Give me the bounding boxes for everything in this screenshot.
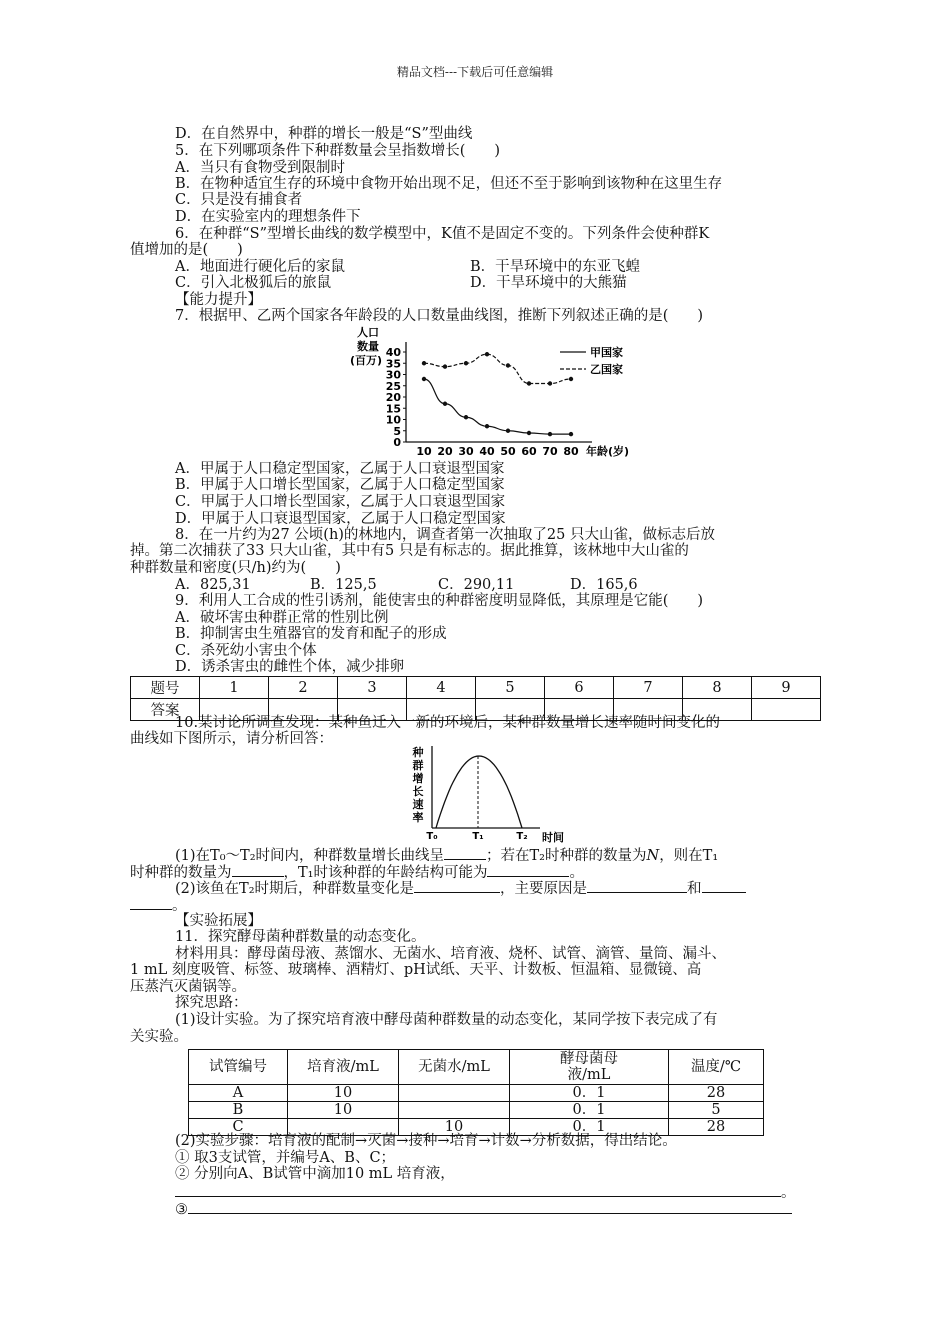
x-tick-label: T₁ (472, 831, 484, 842)
y-tick-label: 40 (385, 346, 401, 359)
q10-part1-text-b: ；若在T₂时种群的数量为 (486, 848, 647, 864)
y-axis-label: 长 (412, 785, 424, 798)
q10-part2-text-b: ，主要原因是 (500, 881, 588, 897)
q6-option-b: B．干旱环境中的东亚飞蝗 (470, 259, 641, 275)
table-cell: 10 (288, 1085, 399, 1102)
q10-part1-text-d: 时种群的数量为 (130, 865, 232, 881)
q10-part1-text-c: ，则在T₁ (659, 848, 719, 864)
series-yi-point (422, 361, 426, 365)
table-cell: 0．1 (510, 1102, 669, 1119)
y-axis-label: 群 (412, 759, 424, 772)
q11-step2-item2: ② 分别向A、B试管中滴加10 mL 培育液， (175, 1166, 455, 1182)
y-tick-label: 35 (385, 357, 401, 371)
series-yi-point (443, 364, 447, 368)
q8-stem-line2: 掉。第二次捕获了33 只大山雀，其中有5 只是有标志的。据此推算，该林地中大山雀的 (130, 543, 689, 559)
experiment-table-header (189, 1050, 764, 1085)
table-cell: 28 (669, 1119, 764, 1136)
q4-option-d: D．在自然界中，种群的增长一般是“S”型曲线 (175, 126, 473, 142)
q10-blank-reason-1[interactable] (587, 879, 687, 893)
x-axis-label: 时间 (542, 831, 564, 844)
q5-option-c: C．只是没有捕食者 (175, 192, 303, 208)
header-yeast-stock-l2: 液/mL (567, 1067, 611, 1083)
y-axis-label: 种 (412, 746, 424, 759)
q10-blank-change[interactable] (414, 879, 500, 893)
q8-option-c: C．290,11 (438, 577, 515, 593)
series-jia-point (569, 432, 573, 436)
q10-part2-text-d: 。 (172, 898, 187, 914)
experiment-table-row (189, 1102, 764, 1119)
header-yeast-stock-l1: 酵母菌母 (560, 1051, 618, 1067)
table-cell: C (189, 1119, 288, 1136)
table-cell: 0．1 (510, 1119, 669, 1136)
q9-option-b: B．抑制害虫生殖器官的发育和配子的形成 (175, 626, 447, 642)
answer-table-cell: 7 (614, 677, 683, 699)
q6-option-d: D．干旱环境中的大熊猫 (470, 275, 627, 291)
q9-stem: 9．利用人工合成的性引诱剂，能使害虫的种群密度明显降低，其原理是它能( ) (175, 593, 704, 609)
series-jia-point (506, 429, 510, 433)
table-cell (399, 1085, 510, 1102)
q10-part1-text-e: ，T₁时该种群的年龄结构可能为 (283, 865, 488, 881)
table-cell: 28 (669, 1085, 764, 1102)
y-axis-label: 率 (412, 811, 424, 824)
y-tick-label: 15 (385, 402, 401, 416)
q11-blank-step2[interactable] (175, 1183, 781, 1197)
q11-blank-step3[interactable] (188, 1200, 792, 1214)
q10-blank-curve-type[interactable] (444, 846, 486, 860)
q10-blank-t1-number[interactable] (232, 863, 284, 877)
table-cell: 5 (669, 1102, 764, 1119)
q5-option-d: D．在实验室内的理想条件下 (175, 209, 361, 225)
x-axis-label: 年龄(岁) (586, 445, 630, 458)
q10-part1-text-f: 。 (569, 865, 584, 881)
q6-option-c: C．引入北极狐后的旅鼠 (175, 275, 332, 291)
q8-option-b: B．125,5 (310, 577, 377, 593)
q11-idea-label: 探究思路： (175, 995, 248, 1011)
q11-step1-line2: 关实验。 (130, 1029, 188, 1045)
x-tick-label: 60 (521, 445, 537, 458)
series-jia-point (422, 377, 426, 381)
header-culture-medium: 培育液/mL (288, 1050, 399, 1085)
q7-stem: 7．根据甲、乙两个国家各年龄段的人口数量曲线图，推断下列叙述正确的是( ) (175, 308, 704, 324)
q10-stem-line1: 10.某讨论所调查发现：某种鱼迁入一新的环境后，某种群数量增长速率随时间变化的 (175, 715, 721, 731)
table-cell: 10 (399, 1119, 510, 1136)
q8-stem-line1: 8．在一片约为27 公顷(h)的林地内，调查者第一次抽取了25 只大山雀，做标志后放 (175, 527, 715, 543)
legend-jia-label: 甲国家 (590, 346, 623, 359)
growth-rate-chart (408, 744, 578, 846)
answer-table-cell: 8 (683, 677, 752, 699)
table-cell: B (189, 1102, 288, 1119)
answer-table-number-row (131, 677, 821, 699)
series-jia-point (485, 424, 489, 428)
section-ability: 【能力提升】 (175, 292, 262, 308)
y-tick-label: 0 (393, 436, 401, 449)
y-tick-label: 30 (385, 368, 401, 382)
q10-blank-reason-2a[interactable] (702, 879, 746, 893)
series-yi-point (569, 377, 573, 381)
q11-materials-line1: 材料用具：酵母菌母液、蒸馏水、无菌水、培育液、烧杯、试管、滴管、量筒、漏斗、 (175, 946, 726, 962)
series-yi-line (424, 354, 571, 383)
q5-stem: 5．在下列哪项条件下种群数量会呈指数增长( ) (175, 143, 501, 159)
q11-title: 11．探究酵母菌种群数量的动态变化。 (175, 929, 426, 945)
answer-table-label-number: 题号 (131, 677, 200, 699)
y-tick-label: 25 (385, 379, 401, 393)
q11-step2-end: 。 (781, 1185, 796, 1201)
x-tick-label: 40 (479, 445, 495, 458)
q9-option-c: C．杀死幼小害虫个体 (175, 643, 317, 659)
q11-step2-text: (2)实验步骤：培育液的配制→灭菌→接种→培育→计数→分析数据，得出结论。 (175, 1133, 677, 1149)
q11-materials-line3: 压蒸汽灭菌锅等。 (130, 979, 246, 995)
y-axis-label: (百万) (349, 354, 383, 367)
series-yi-point (548, 381, 552, 385)
q6-stem-line1: 6．在种群“S”型增长曲线的数学模型中，K值不是固定不变的。下列条件会使种群K (175, 226, 710, 242)
y-axis-label: 增 (412, 772, 424, 785)
series-yi-point (485, 352, 489, 356)
q7-option-b: B．甲属于人口增长型国家，乙属于人口稳定型国家 (175, 477, 505, 493)
table-cell: 10 (288, 1102, 399, 1119)
y-axis-label: 速 (412, 798, 424, 811)
y-tick-label: 5 (393, 424, 401, 438)
population-age-chart (340, 326, 640, 462)
header-temperature: 温度/℃ (669, 1050, 764, 1085)
q9-option-a: A．破坏害虫种群正常的性别比例 (175, 610, 389, 626)
q8-option-a: A．825,31 (175, 577, 251, 593)
series-yi-point (506, 363, 510, 367)
q7-option-d: D．甲属于人口衰退型国家，乙属于人口稳定型国家 (175, 511, 506, 527)
x-tick-label: 20 (437, 445, 453, 458)
table-cell (399, 1102, 510, 1119)
y-axis-label: 数量 (357, 340, 379, 353)
legend-yi-label: 乙国家 (590, 363, 623, 376)
q5-option-b: B．在物种适宜生存的环境中食物开始出现不足，但还不至于影响到该物种在这里生存 (175, 176, 723, 192)
q6-stem-line2: 值增加的是( ) (130, 242, 243, 258)
q5-option-a: A．当只有食物受到限制时 (175, 160, 345, 176)
table-cell: 0．1 (510, 1085, 669, 1102)
q11-materials-line2: 1 mL 刻度吸管、标签、玻璃棒、酒精灯、pH试纸、天平、计数板、恒温箱、显微镜、高 (130, 962, 702, 978)
series-jia-line (424, 379, 571, 434)
q10-blank-age-structure[interactable] (487, 863, 569, 877)
series-jia-point (464, 415, 468, 419)
header-tube-number: 试管编号 (189, 1050, 288, 1085)
q11-step1-line1: (1)设计实验。为了探究培育液中酵母菌种群数量的动态变化，某同学按下表完成了有 (175, 1012, 718, 1028)
section-experiment: 【实验拓展】 (175, 913, 262, 929)
q6-option-a: A．地面进行硬化后的家鼠 (175, 259, 345, 275)
answer-table-cell: 3 (338, 677, 407, 699)
answer-table-cell: 4 (407, 677, 476, 699)
x-tick-label: T₀ (426, 831, 438, 842)
x-tick-label: 80 (563, 445, 579, 458)
q10-var-n: N (646, 848, 660, 864)
x-tick-label: 10 (416, 445, 432, 458)
q10-part2-text-a: (2)该鱼在T₂时期后，种群数量变化是 (175, 881, 415, 897)
y-tick-label: 10 (385, 413, 401, 427)
q8-option-d: D．165,6 (570, 577, 638, 593)
x-tick-label: T₂ (516, 831, 528, 842)
q11-step3-marker: ③ (175, 1202, 188, 1218)
answer-table-label-answer: 答案 (131, 699, 200, 721)
q7-option-a: A．甲属于人口稳定型国家，乙属于人口衰退型国家 (175, 461, 505, 477)
series-yi-point (464, 361, 468, 365)
q10-part2-line1 (175, 879, 746, 898)
x-tick-label: 30 (458, 445, 474, 458)
header-yeast-stock (510, 1050, 669, 1085)
x-tick-label: 70 (542, 445, 558, 458)
answer-table-cell: 5 (476, 677, 545, 699)
y-axis-label: 人口 (357, 326, 379, 339)
x-tick-label: 50 (500, 445, 516, 458)
experiment-table-row (189, 1085, 764, 1102)
q10-blank-reason-2b[interactable] (130, 896, 172, 910)
header-sterile-water: 无菌水/mL (399, 1050, 510, 1085)
answer-blank[interactable] (752, 699, 821, 721)
q10-part1-text-a: (1)在T₀～T₂时间内，种群数量增长曲线呈 (175, 848, 445, 864)
q11-step2-item3 (175, 1200, 792, 1219)
table-cell: A (189, 1085, 288, 1102)
growth-rate-curve (436, 756, 522, 828)
answer-table-cell: 1 (200, 677, 269, 699)
answer-table-cell: 2 (269, 677, 338, 699)
answer-table-cell: 6 (545, 677, 614, 699)
answer-table-cell: 9 (752, 677, 821, 699)
q11-step2-item1: ① 取3支试管，并编号A、B、C； (175, 1150, 396, 1166)
series-yi-point (527, 381, 531, 385)
q10-stem-line2: 曲线如下图所示，请分析回答： (130, 731, 333, 747)
series-jia-point (548, 432, 552, 436)
experiment-table (188, 1049, 764, 1136)
page-header: 精品文档---下载后可任意编辑 (396, 65, 554, 79)
q9-option-d: D．诱杀害虫的雌性个体，减少排卵 (175, 659, 405, 675)
q7-option-c: C．甲属于人口增长型国家，乙属于人口衰退型国家 (175, 494, 506, 510)
q10-part2-text-c: 和 (687, 881, 702, 897)
series-jia-point (527, 431, 531, 435)
y-tick-label: 20 (385, 391, 401, 404)
series-jia-point (443, 402, 447, 406)
q8-stem-line3: 种群数量和密度(只/h)约为( ) (130, 560, 341, 576)
